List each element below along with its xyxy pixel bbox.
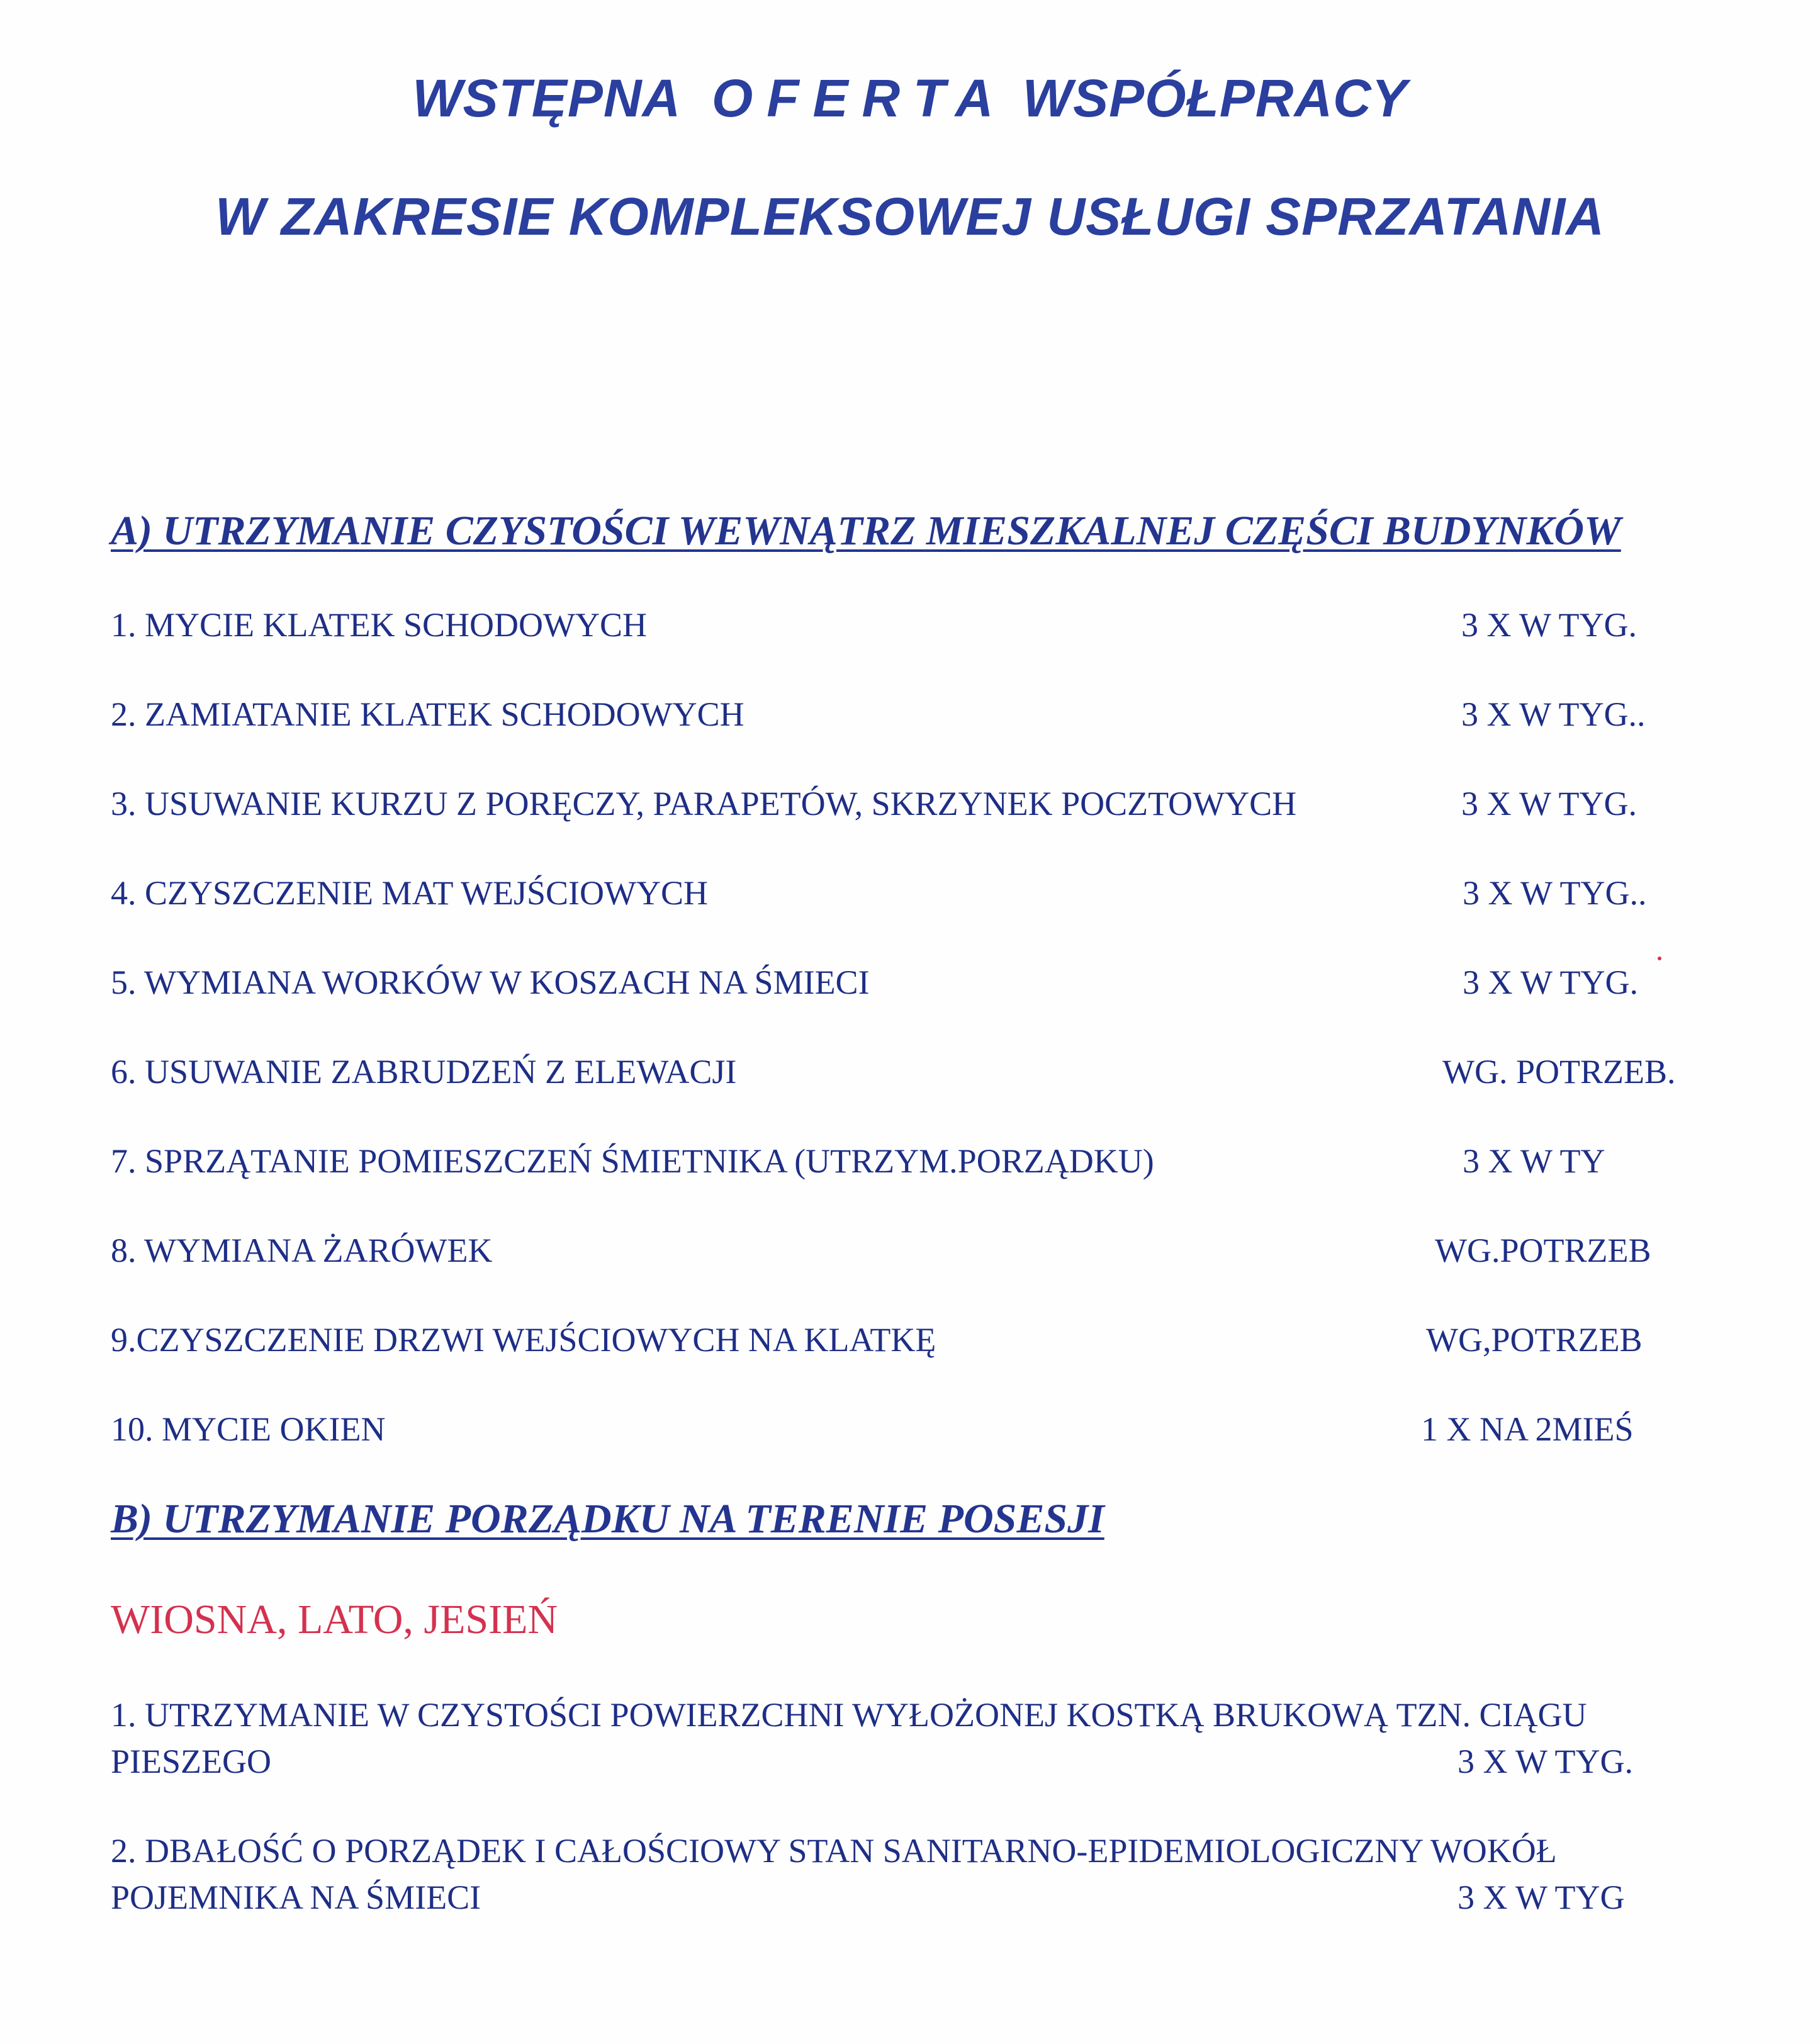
ink-dot [1658, 957, 1661, 960]
service-frequency: 3 X W TY [1463, 1142, 1605, 1180]
posesja-item-line-1: 2. DBAŁOŚĆ O PORZĄDEK I CAŁOŚCIOWY STAN SANITARNO-EPIDEMIOLOGICZNY WOKÓŁ [111, 1832, 1557, 1870]
service-label: 9.CZYSZCZENIE DRZWI WEJŚCIOWYCH NA KLATKĘ [111, 1321, 936, 1359]
service-frequency: 3 X W TYG [1458, 1878, 1625, 1916]
service-label: 1. MYCIE KLATEK SCHODOWYCH [111, 606, 647, 644]
service-frequency: WG. POTRZEB. [1442, 1053, 1676, 1091]
title-word-wspolpracy: WSPÓŁPRACY [1022, 69, 1408, 128]
posesja-item [111, 1828, 1722, 1921]
posesja-item-line-2: PIESZEGO [111, 1743, 271, 1780]
section-a-heading: A) UTRZYMANIE CZYSTOŚCI WEWNĄTRZ MIESZKALNEJ CZĘŚCI BUDYNKÓW [111, 508, 1621, 554]
service-frequency: 3 X W TYG. [1463, 963, 1639, 1001]
service-frequency: 3 X W TYG. [1458, 1743, 1634, 1780]
posesja-item-line-2-row [111, 1738, 1722, 1785]
document-title-line-1 [0, 68, 1820, 129]
service-frequency: WG.POTRZEB [1435, 1232, 1651, 1269]
service-label: 3. USUWANIE KURZU Z PORĘCZY, PARAPETÓW, SKRZYNEK POCZTOWYCH [111, 785, 1297, 823]
service-frequency: 3 X W TYG. [1461, 606, 1637, 644]
service-label: 6. USUWANIE ZABRUDZEŃ Z ELEWACJI [111, 1053, 737, 1091]
service-label: 5. WYMIANA WORKÓW W KOSZACH NA ŚMIECI [111, 963, 870, 1001]
service-label: 7. SPRZĄTANIE POMIESZCZEŃ ŚMIETNIKA (UTRZYM.PORZĄDKU) [111, 1142, 1154, 1180]
document-title-line-2: W ZAKRESIE KOMPLEKSOWEJ USŁUGI SPRZATANIA [215, 187, 1605, 246]
service-frequency: WG,POTRZEB [1426, 1321, 1643, 1359]
posesja-item-line-2: POJEMNIKA NA ŚMIECI [111, 1878, 481, 1916]
posesja-item-line-1: 1. UTRZYMANIE W CZYSTOŚCI POWIERZCHNI WYŁOŻONEJ KOSTKĄ BRUKOWĄ TZN. CIĄGU [111, 1696, 1587, 1734]
posesja-item [111, 1692, 1722, 1785]
service-label: 2. ZAMIATANIE KLATEK SCHODOWYCH [111, 695, 744, 733]
title-word-oferta: OFERTA [711, 69, 1008, 128]
service-label: 10. MYCIE OKIEN [111, 1410, 386, 1448]
posesja-item-line-2-row [111, 1874, 1722, 1921]
season-label: WIOSNA, LATO, JESIEŃ [111, 1597, 558, 1642]
service-frequency: 3 X W TYG.. [1463, 874, 1647, 912]
service-label: 4. CZYSZCZENIE MAT WEJŚCIOWYCH [111, 874, 709, 912]
title-word-wstepna: WSTĘPNA [412, 69, 682, 128]
service-frequency: 3 X W TYG.. [1461, 695, 1646, 733]
service-frequency: 1 X NA 2MIEŚ [1421, 1410, 1634, 1448]
service-label: 8. WYMIANA ŻARÓWEK [111, 1232, 493, 1269]
section-b-heading: B) UTRZYMANIE PORZĄDKU NA TERENIE POSESJI [111, 1496, 1104, 1542]
service-frequency: 3 X W TYG. [1461, 785, 1637, 823]
